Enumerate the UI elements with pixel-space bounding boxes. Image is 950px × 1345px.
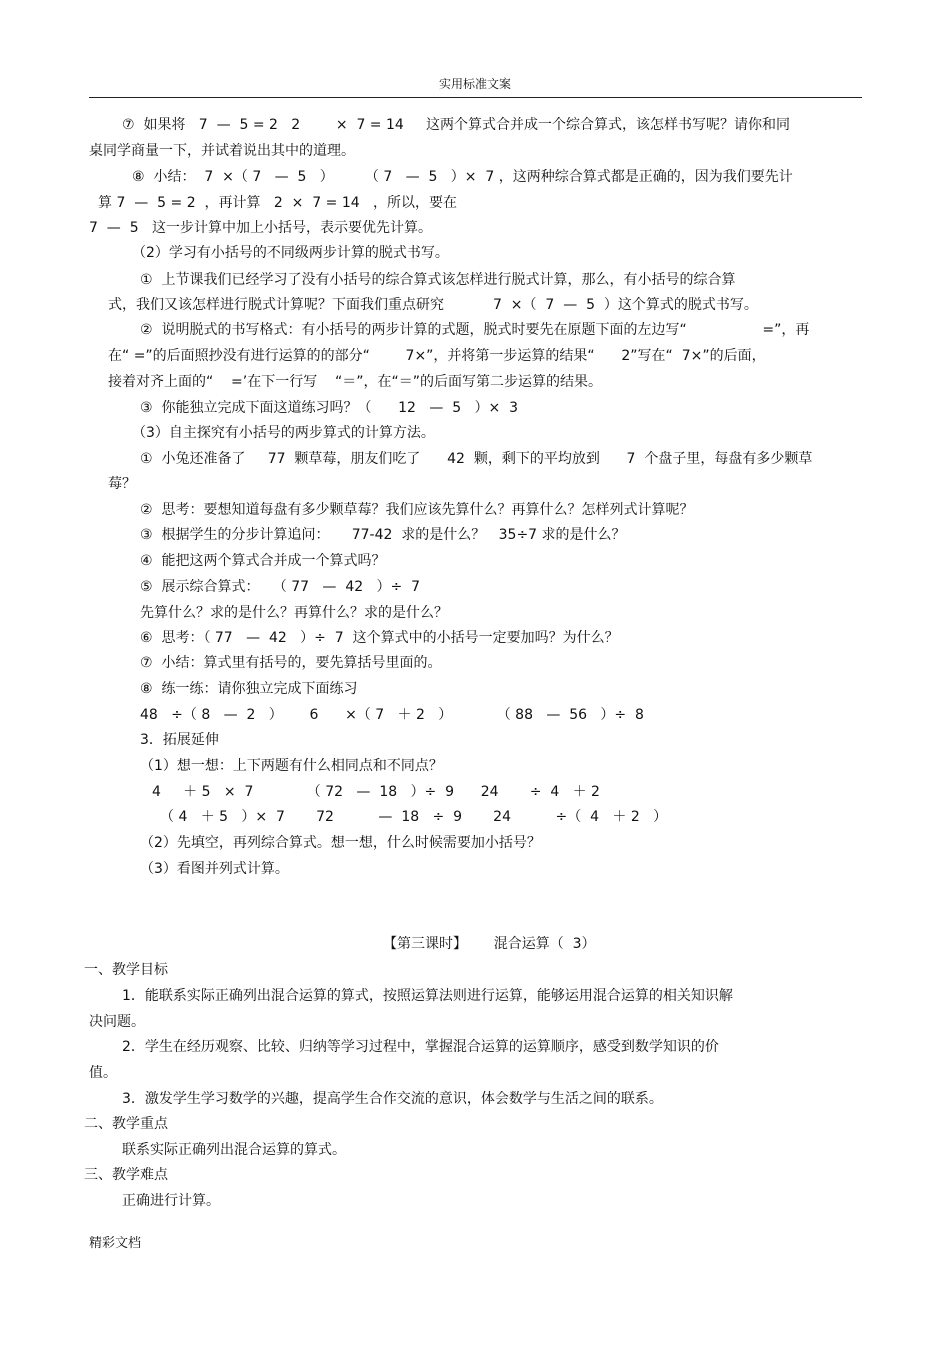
text-line: 3．拓展延伸	[140, 732, 219, 748]
text-line: ⑥ 思考：（ 77 — 42 ）÷ 7 这个算式中的小括号一定要加吗？为什么？	[140, 630, 619, 646]
text-line: 2．学生在经历观察、比较、归纳等学习过程中，掌握混合运算的运算顺序，感受到数学知识的价	[122, 1039, 719, 1055]
text-line: 接着对齐上面的“ =’在下一行写 “＝”，在“＝”的后面写第二步运算的结果。	[108, 374, 603, 390]
text-line: ⑤ 展示综合算式： （ 77 — 42 ）÷ 7	[140, 579, 421, 595]
text-line: ② 思考：要想知道每盘有多少颗草莓？我们应该先算什么？再算什么？怎样列式计算呢？	[140, 502, 694, 518]
text-line: ⑦ 小结：算式里有括号的，要先算括号里面的。	[140, 655, 442, 671]
text-line: 48 ÷（ 8 — 2 ） 6 ×（ 7 ＋ 2 ） （ 88 — 56 ）÷ 8	[140, 707, 644, 723]
text-line: （2）先填空，再列综合算式。想一想，什么时候需要加小括号？	[140, 835, 541, 851]
text-line: ① 上节课我们已经学习了没有小括号的综合算式该怎样进行脱式计算，那么，有小括号的综合算	[140, 272, 736, 288]
text-line: 莓？	[108, 476, 136, 492]
text-line: 联系实际正确列出混合运算的算式。	[122, 1142, 346, 1158]
page-footer: 精彩文档	[89, 1236, 142, 1251]
text-line: ① 小兔还准备了 77 颗草莓，朋友们吃了 42 颗，剩下的平均放到 7 个盘子里，每盘有多少颗草	[140, 451, 813, 467]
text-line: 1．能联系实际正确列出混合运算的算式，按照运算法则进行运算，能够运用混合运算的相关知识解	[122, 988, 733, 1004]
text-line: ⑦ 如果将 7 — 5 = 2 2 × 7 = 14 这两个算式合并成一个综合算式，该怎样书写呢？请你和同	[122, 117, 791, 133]
text-line: 桌同学商量一下，并试着说出其中的道理。	[89, 143, 355, 159]
text-line: 式，我们又该怎样进行脱式计算呢？下面我们重点研究 7 ×（ 7 — 5 ）这个算式的脱式书写。	[108, 297, 758, 313]
text-line: 先算什么？求的是什么？再算什么？求的是什么？	[140, 605, 448, 621]
text-line: ⑧ 练一练：请你独立完成下面练习	[140, 681, 358, 697]
page-header: 实用标准文案	[438, 77, 511, 91]
text-line: 在“ =”的后面照抄没有进行运算的的部分“ 7×”，并将第一步运算的结果“ 2”写在“ 7×”的后面，	[108, 348, 766, 364]
text-line: （1）想一想：上下两题有什么相同点和不同点？	[140, 758, 443, 774]
header-rule	[89, 97, 862, 98]
text-line: （3）看图并列式计算。	[140, 861, 289, 877]
text-line: 一、教学目标	[84, 962, 168, 978]
text-line: （2）学习有小括号的不同级两步计算的脱式书写。	[132, 245, 449, 261]
text-line: 7 — 5 这一步计算中加上小括号，表示要优先计算。	[89, 220, 432, 236]
text-line: ④ 能把这两个算式合并成一个算式吗？	[140, 553, 386, 569]
text-line: 正确进行计算。	[122, 1193, 220, 1209]
text-line: 3．激发学生学习数学的兴趣，提高学生合作交流的意识，体会数学与生活之间的联系。	[122, 1091, 663, 1107]
text-line: ② 说明脱式的书写格式：有小括号的两步计算的式题，脱式时要先在原题下面的左边写“ =”，再	[140, 322, 810, 338]
text-line: 算 7 — 5 = 2 ，再计算 2 × 7 = 14 ，所以，要在	[98, 195, 457, 211]
text-line: （ 4 ＋ 5 ）× 7 72 — 18 ÷ 9 24 ÷（ 4 ＋ 2 ）	[160, 809, 668, 825]
text-line: 4 ＋ 5 × 7 （ 72 — 18 ）÷ 9 24 ÷ 4 ＋ 2	[152, 784, 600, 800]
text-line: ③ 你能独立完成下面这道练习吗？（ 12 — 5 ）× 3	[140, 400, 519, 416]
text-line: 【第三课时】 混合运算（ 3）	[383, 936, 596, 952]
text-line: 三、教学难点	[84, 1167, 168, 1183]
text-line: 二、教学重点	[84, 1116, 168, 1132]
text-line: ③ 根据学生的分步计算追问： 77-42 求的是什么？ 35÷7 求的是什么？	[140, 527, 626, 543]
text-line: 值。	[89, 1065, 117, 1081]
text-line: 决问题。	[89, 1014, 145, 1030]
text-line: （3）自主探究有小括号的两步算式的计算方法。	[132, 425, 435, 441]
text-line: ⑧ 小结： 7 ×（ 7 — 5 ） （ 7 — 5 ）× 7 ，这两种综合算式都是正确的，因为我们要先计	[132, 169, 793, 185]
